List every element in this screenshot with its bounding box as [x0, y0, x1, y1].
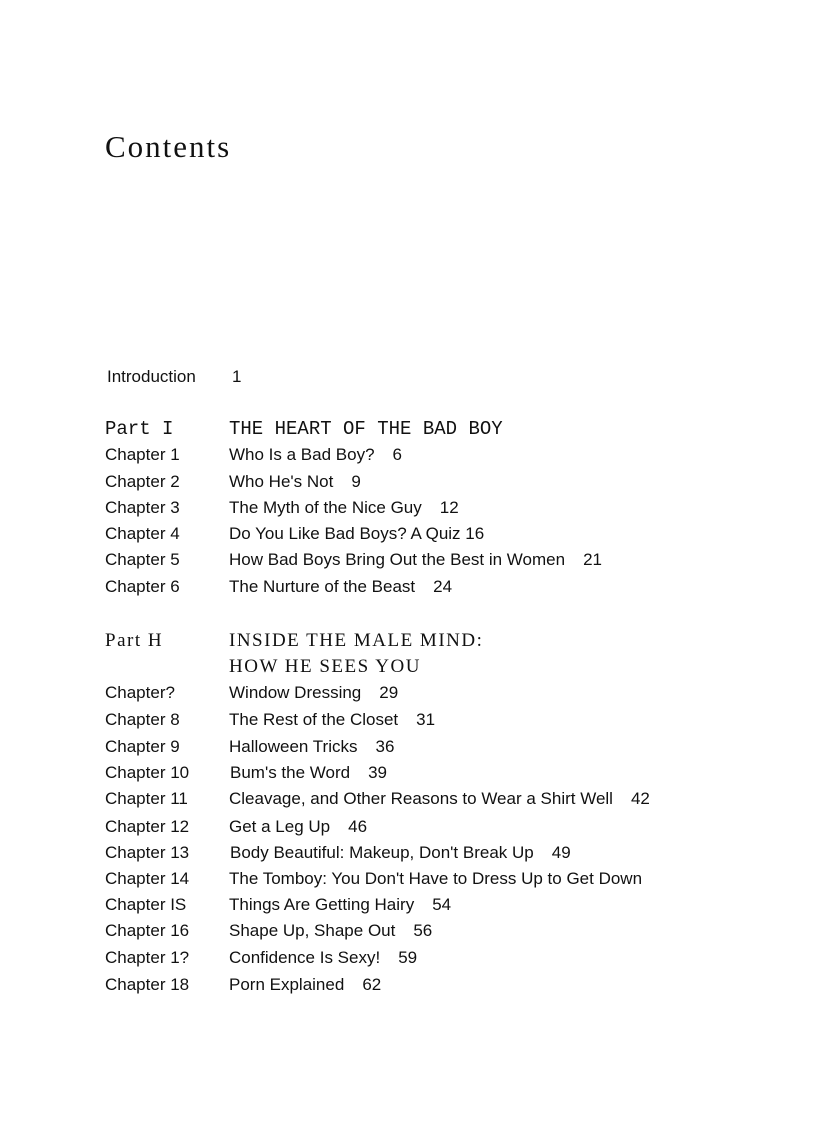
part2-chapter-12-label: Chapter 12 [105, 817, 190, 836]
part1-title: THE HEART OF THE BAD BOY [229, 418, 503, 440]
part2-chapter-16-entry [229, 922, 432, 939]
part2-chapter-17-label: Chapter 1? [105, 948, 190, 967]
part1-chapter-2-label: Chapter 2 [105, 472, 180, 491]
part1-chapter-2-entry [229, 473, 361, 490]
part1-chapter-1-entry [229, 446, 402, 463]
part2-chapter-8-label: Chapter 8 [105, 710, 180, 729]
chapter-page: 12 [439, 498, 459, 517]
part1-label: Part I [105, 418, 174, 440]
chapter-title: Do You Like Bad Boys? A Quiz [229, 524, 461, 543]
chapter-page: 9 [351, 472, 361, 491]
chapter-title: Things Are Getting Hairy [229, 895, 415, 914]
part2-chapter-13-entry [230, 844, 571, 861]
chapter-page: 49 [551, 843, 571, 862]
chapter-page: 29 [379, 683, 399, 702]
chapter-page: 56 [413, 921, 433, 940]
part2-chapter-15-entry [229, 896, 451, 913]
part2-chapter-14-label: Chapter 14 [105, 869, 190, 888]
part2-chapter-15-label: Chapter IS [105, 895, 187, 914]
chapter-title: Get a Leg Up [229, 817, 331, 836]
part2-chapter-13-label: Chapter 13 [105, 843, 190, 862]
chapter-page: 24 [433, 577, 453, 596]
part2-chapter-10-label: Chapter 10 [105, 763, 190, 782]
chapter-page: 36 [375, 737, 395, 756]
chapter-page: 46 [348, 817, 368, 836]
part2-label: Part H [105, 630, 164, 651]
chapter-title: Who Is a Bad Boy? [229, 445, 375, 464]
introduction-page: 1 [232, 367, 242, 386]
chapter-title: Bum's the Word [230, 763, 351, 782]
introduction-label: Introduction [107, 367, 196, 386]
part2-chapter-9-entry [229, 738, 394, 755]
chapter-page: 21 [583, 550, 602, 569]
chapter-page: 59 [398, 948, 418, 967]
part1-chapter-5-entry [229, 551, 602, 568]
part1-chapter-4-label: Chapter 4 [105, 524, 180, 543]
part2-chapter-17-entry [229, 949, 417, 966]
part1-chapter-5-label: Chapter 5 [105, 550, 180, 569]
chapter-page: 6 [392, 445, 402, 464]
part2-chapter-9-label: Chapter 9 [105, 737, 180, 756]
chapter-page: 54 [432, 895, 452, 914]
chapter-title: How Bad Boys Bring Out the Best in Women [229, 550, 566, 569]
chapter-title: The Tomboy: You Don't Have to Dress Up to Get Down [229, 869, 643, 888]
part2-chapter-11-label: Chapter 11 [105, 789, 188, 808]
part2-title-line1: INSIDE THE MALE MIND: [229, 630, 484, 651]
page-title: Contents [105, 129, 232, 164]
chapter-title: Cleavage, and Other Reasons to Wear a Shirt Well [229, 789, 613, 808]
part2-chapter-16-label: Chapter 16 [105, 921, 190, 940]
chapter-page: 16 [465, 524, 485, 543]
part2-chapter-7-entry [229, 684, 398, 701]
part1-chapter-3-label: Chapter 3 [105, 498, 180, 517]
part2-chapter-18-label: Chapter 18 [105, 975, 190, 994]
part1-chapter-6-label: Chapter 6 [105, 577, 180, 596]
chapter-title: The Rest of the Closet [229, 710, 399, 729]
chapter-page: 31 [416, 710, 436, 729]
chapter-title: Halloween Tricks [229, 737, 358, 756]
part1-chapter-1-label: Chapter 1 [105, 445, 180, 464]
chapter-title: Porn Explained [229, 975, 345, 994]
chapter-title: The Nurture of the Beast [229, 577, 416, 596]
part2-chapter-18-entry [229, 976, 381, 993]
chapter-title: Confidence Is Sexy! [229, 948, 381, 967]
chapter-title: Body Beautiful: Makeup, Don't Break Up [230, 843, 534, 862]
part2-chapter-8-entry [229, 711, 435, 728]
part2-chapter-14-entry [229, 870, 642, 887]
chapter-page: 62 [362, 975, 382, 994]
chapter-title: The Myth of the Nice Guy [229, 498, 422, 517]
part2-chapter-7-label: Chapter? [105, 683, 175, 702]
chapter-page: 39 [368, 763, 388, 782]
part1-chapter-3-entry [229, 499, 459, 516]
chapter-title: Window Dressing [229, 683, 362, 702]
part2-chapter-11-entry [229, 790, 650, 807]
part2-chapter-10-entry [230, 764, 387, 781]
part2-chapter-12-entry [229, 818, 367, 835]
chapter-title: Who He's Not [229, 472, 334, 491]
part1-chapter-4-entry [229, 525, 484, 542]
chapter-title: Shape Up, Shape Out [229, 921, 396, 940]
part1-chapter-6-entry [229, 578, 452, 595]
part2-title-line2: HOW HE SEES YOU [229, 656, 421, 677]
chapter-page: 42 [630, 789, 650, 808]
